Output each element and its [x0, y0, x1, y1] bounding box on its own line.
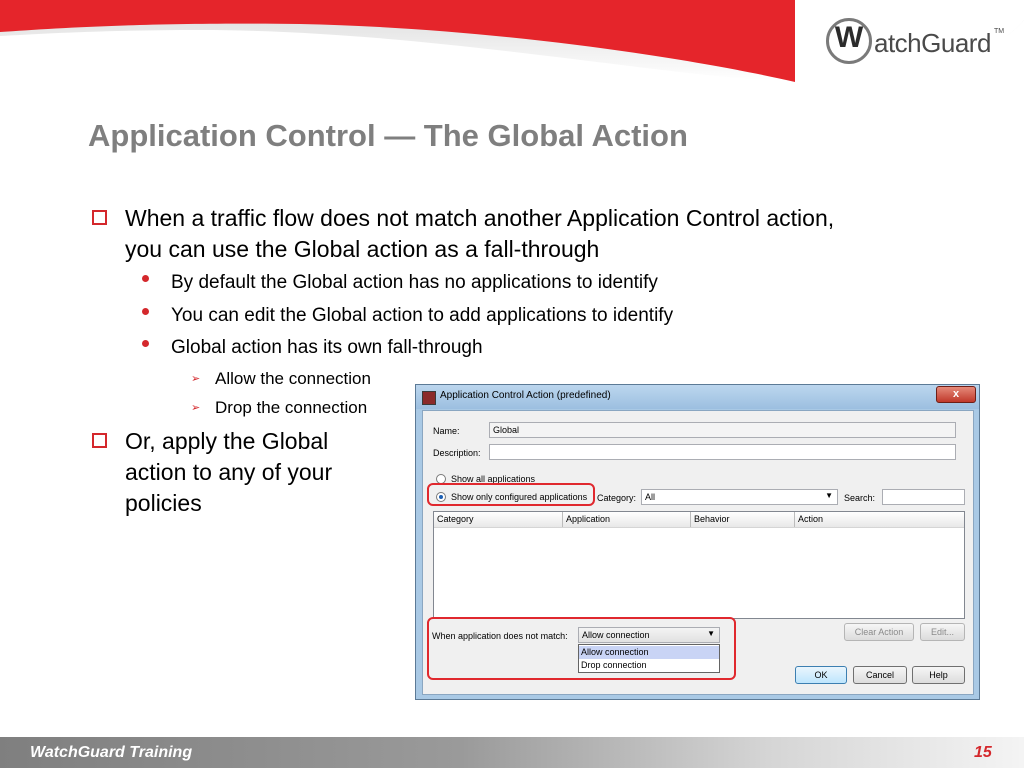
subsub-bullet-1: Allow the connection [215, 369, 371, 388]
nomatch-value: Allow connection [582, 630, 650, 640]
watchguard-logo [826, 18, 1006, 70]
close-button[interactable]: x [936, 386, 976, 403]
logo-text: atchGuard [874, 28, 991, 58]
search-label: Search: [844, 493, 876, 503]
round-bullet-icon [142, 275, 149, 282]
applications-table[interactable] [433, 511, 965, 619]
category-label: Category: [597, 493, 637, 503]
round-bullet-icon [142, 340, 149, 347]
chevron-down-icon: ▼ [825, 491, 833, 500]
table-header [434, 512, 964, 528]
app-icon [422, 391, 436, 405]
footer-bar [0, 737, 1024, 768]
dialog-body [422, 410, 974, 695]
sub-bullet-1: By default the Global action has no applications to identify [171, 272, 658, 293]
arrow-bullet-icon: ➢ [191, 402, 201, 414]
sub-bullet-2: You can edit the Global action to add applications to identify [171, 305, 674, 326]
option-allow-connection[interactable]: Allow connection [579, 646, 719, 659]
subsub-bullet-2: Drop the connection [215, 398, 368, 417]
chevron-down-icon: ▼ [707, 629, 715, 638]
name-label: Name: [433, 426, 460, 436]
bullet2-line1: Or, apply the Global [125, 428, 329, 454]
dialog-titlebar [416, 385, 979, 409]
column-divider [562, 512, 563, 527]
round-bullet-icon [142, 308, 149, 315]
name-field[interactable]: Global [489, 422, 956, 438]
page-number: 15 [974, 744, 992, 761]
column-divider [690, 512, 691, 527]
application-control-dialog [415, 384, 980, 700]
search-input[interactable] [882, 489, 965, 505]
option-drop-connection[interactable]: Drop connection [581, 660, 647, 670]
show-all-label: Show all applications [451, 474, 536, 484]
bullet2-line3: policies [125, 490, 202, 516]
column-action[interactable]: Action [798, 514, 824, 524]
logo-trademark: TM [994, 28, 1005, 35]
highlight-outline [427, 617, 736, 680]
column-behavior[interactable]: Behavior [694, 514, 730, 524]
square-bullet-icon [92, 210, 107, 225]
show-configured-label: Show only configured applications [451, 492, 588, 502]
logo-letter: W [834, 21, 864, 54]
highlight-outline [427, 483, 595, 506]
clear-action-button[interactable]: Clear Action [844, 623, 914, 641]
nomatch-label: When application does not match: [432, 631, 568, 641]
sub-bullet-3: Global action has its own fall-through [171, 337, 483, 358]
bullet1-line2: you can use the Global action as a fall-through [125, 236, 600, 262]
description-field[interactable] [489, 444, 956, 460]
edit-button[interactable]: Edit... [920, 623, 965, 641]
ok-button[interactable]: OK [795, 666, 847, 684]
column-category[interactable]: Category [437, 514, 474, 524]
footer-label: WatchGuard Training [30, 744, 193, 761]
bullet2-line2: action to any of your [125, 459, 333, 485]
cancel-button[interactable]: Cancel [853, 666, 907, 684]
help-button[interactable]: Help [912, 666, 965, 684]
column-application[interactable]: Application [566, 514, 611, 524]
column-divider [794, 512, 795, 527]
dialog-title: Application Control Action (predefined) [440, 390, 611, 401]
bullet1-line1: When a traffic flow does not match another Application Control action, [125, 205, 835, 231]
category-select[interactable] [641, 489, 838, 505]
slide-title: Application Control — The Global Action [88, 118, 688, 153]
square-bullet-icon [92, 433, 107, 448]
description-label: Description: [433, 448, 481, 458]
category-value: All [645, 492, 656, 502]
arrow-bullet-icon: ➢ [191, 373, 201, 385]
